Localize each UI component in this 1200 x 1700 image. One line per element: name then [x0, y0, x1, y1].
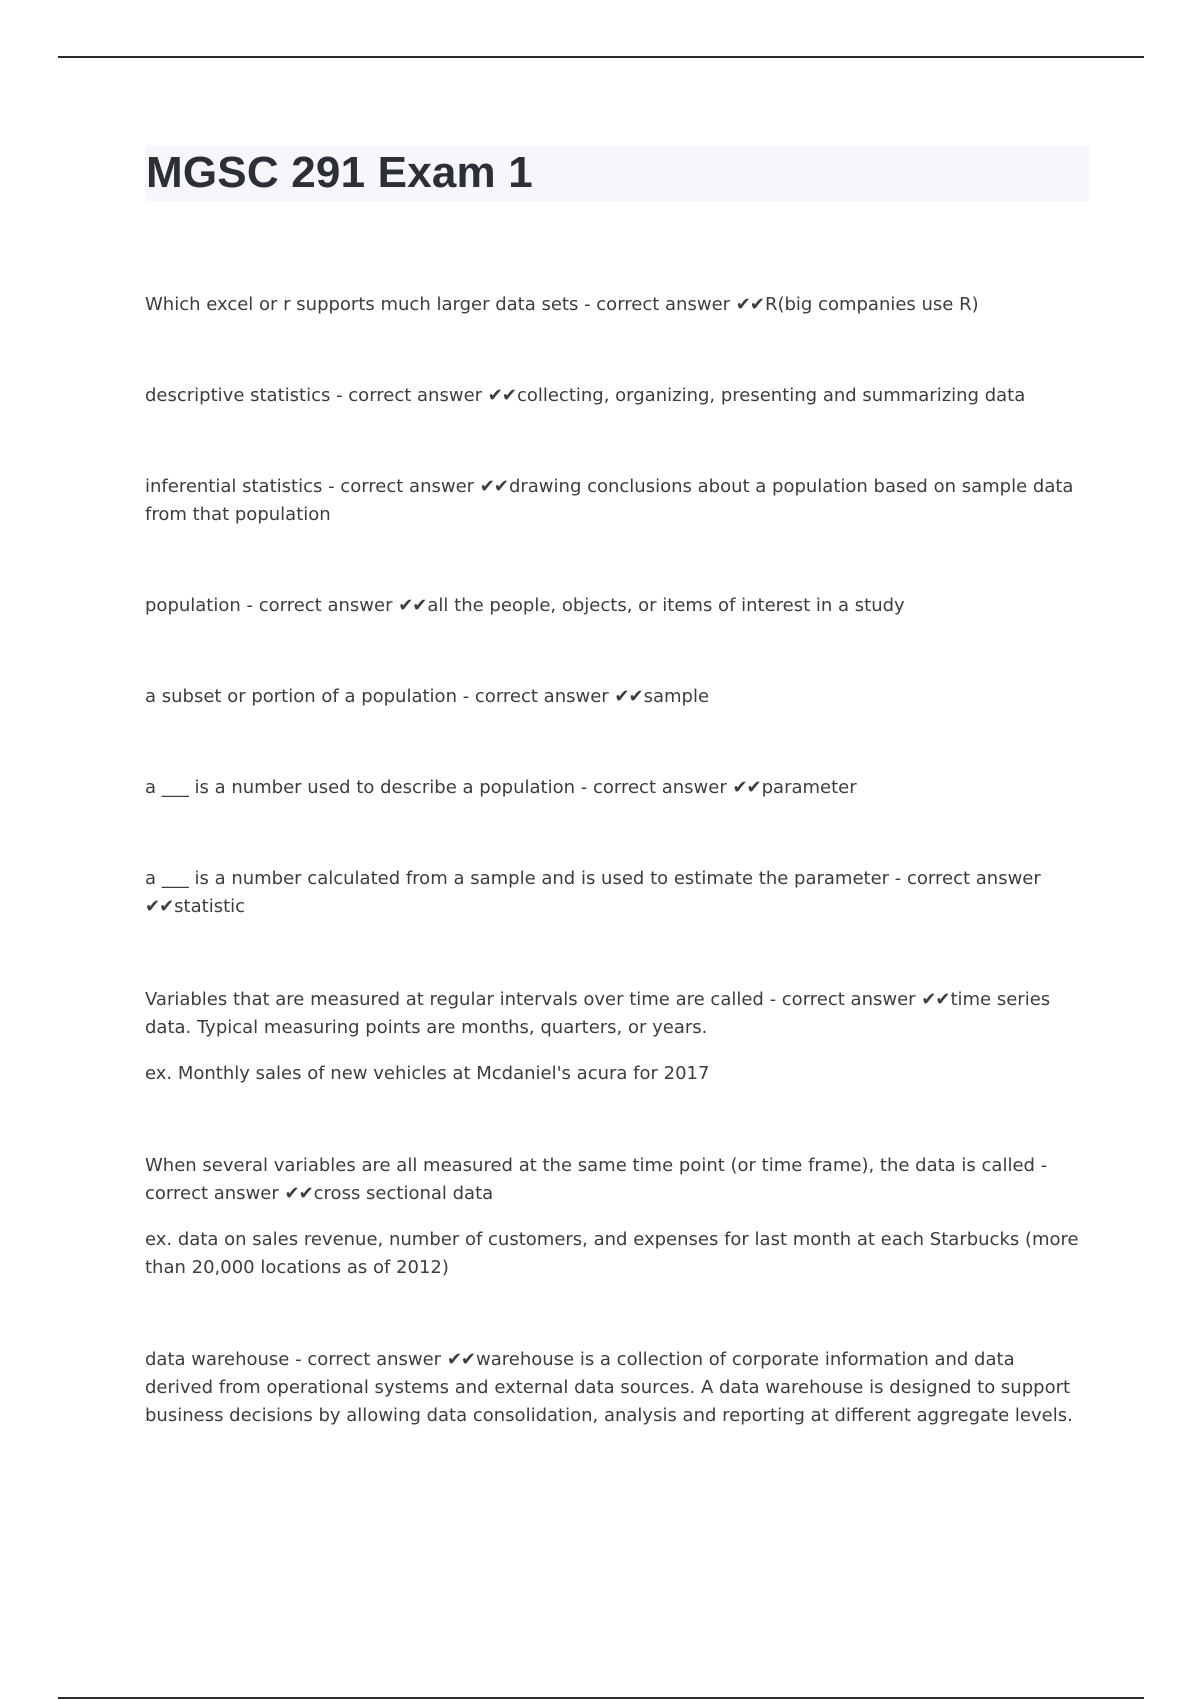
- qa-text: [145, 1152, 1085, 1208]
- question-text: inferential statistics - correct answer: [145, 476, 480, 497]
- question-text: a ___ is a number used to describe a population - correct answer: [145, 777, 733, 798]
- qa-text: [145, 592, 1085, 620]
- answer-text: R(big companies use R): [764, 294, 979, 315]
- qa-text: [145, 865, 1085, 921]
- checkmark-icon: ✔✔: [735, 294, 764, 315]
- bottom-divider: [58, 1697, 1144, 1699]
- document-title: MGSC 291 Exam 1: [146, 148, 533, 197]
- checkmark-icon: ✔✔: [145, 896, 174, 917]
- question-text: descriptive statistics - correct answer: [145, 385, 488, 406]
- answer-text: sample: [643, 686, 710, 707]
- question-text: a subset or portion of a population - correct answer: [145, 686, 615, 707]
- question-text: Variables that are measured at regular intervals over time are called - correct answer: [145, 989, 922, 1010]
- checkmark-icon: ✔✔: [446, 1349, 475, 1370]
- qa-entry: [145, 592, 1085, 683]
- question-text: When several variables are all measured at the same time point (or time frame), the data is called - correct answer: [145, 1155, 1048, 1204]
- qa-entry: [145, 473, 1085, 592]
- checkmark-icon: ✔✔: [921, 989, 950, 1010]
- checkmark-icon: ✔✔: [732, 777, 761, 798]
- qa-text: [145, 473, 1085, 529]
- qa-entry: [145, 774, 1085, 865]
- top-divider: [58, 56, 1144, 58]
- qa-text: [145, 774, 1085, 802]
- checkmark-icon: ✔✔: [487, 385, 516, 406]
- answer-text: cross sectional data: [313, 1183, 494, 1204]
- checkmark-icon: ✔✔: [398, 595, 427, 616]
- answer-text: time series data. Typical measuring points are months, quarters, or years.: [145, 989, 1051, 1038]
- qa-text: [145, 291, 1085, 319]
- question-text: Which excel or r supports much larger data sets - correct answer: [145, 294, 736, 315]
- qa-text: [145, 1346, 1085, 1430]
- qa-entry: [145, 291, 1085, 382]
- answer-text: parameter: [761, 777, 857, 798]
- answer-text: drawing conclusions about a population based on sample data from that population: [145, 476, 1074, 525]
- qa-entry: [145, 1346, 1085, 1430]
- checkmark-icon: ✔✔: [284, 1183, 313, 1204]
- qa-entry: [145, 1152, 1085, 1346]
- qa-entry: [145, 382, 1085, 473]
- qa-entry: [145, 683, 1085, 774]
- answer-text: all the people, objects, or items of interest in a study: [427, 595, 905, 616]
- qa-text: [145, 986, 1085, 1042]
- checkmark-icon: ✔✔: [614, 686, 643, 707]
- answer-text: collecting, organizing, presenting and summarizing data: [516, 385, 1026, 406]
- example-text: ex. Monthly sales of new vehicles at Mcdaniel's acura for 2017: [145, 1063, 710, 1084]
- qa-entry: [145, 986, 1085, 1152]
- qa-text: [145, 683, 1085, 711]
- example-text: ex. data on sales revenue, number of customers, and expenses for last month at each Starbucks (more than 20,000 locations as of 2012): [145, 1229, 1079, 1278]
- question-text: population - correct answer: [145, 595, 399, 616]
- question-text: data warehouse - correct answer: [145, 1349, 447, 1370]
- answer-text: statistic: [174, 896, 246, 917]
- checkmark-icon: ✔✔: [479, 476, 508, 497]
- question-text: a ___ is a number calculated from a sample and is used to estimate the parameter - correct answer: [145, 868, 1041, 889]
- qa-entry: [145, 865, 1085, 986]
- qa-list: [145, 291, 1085, 1430]
- qa-text: [145, 382, 1085, 410]
- answer-text: warehouse is a collection of corporate information and data derived from operational systems and external data sources. A data warehouse is designed to support business decisions by allowing data consolidation, analysis and reporting at different aggregate levels.: [145, 1349, 1073, 1426]
